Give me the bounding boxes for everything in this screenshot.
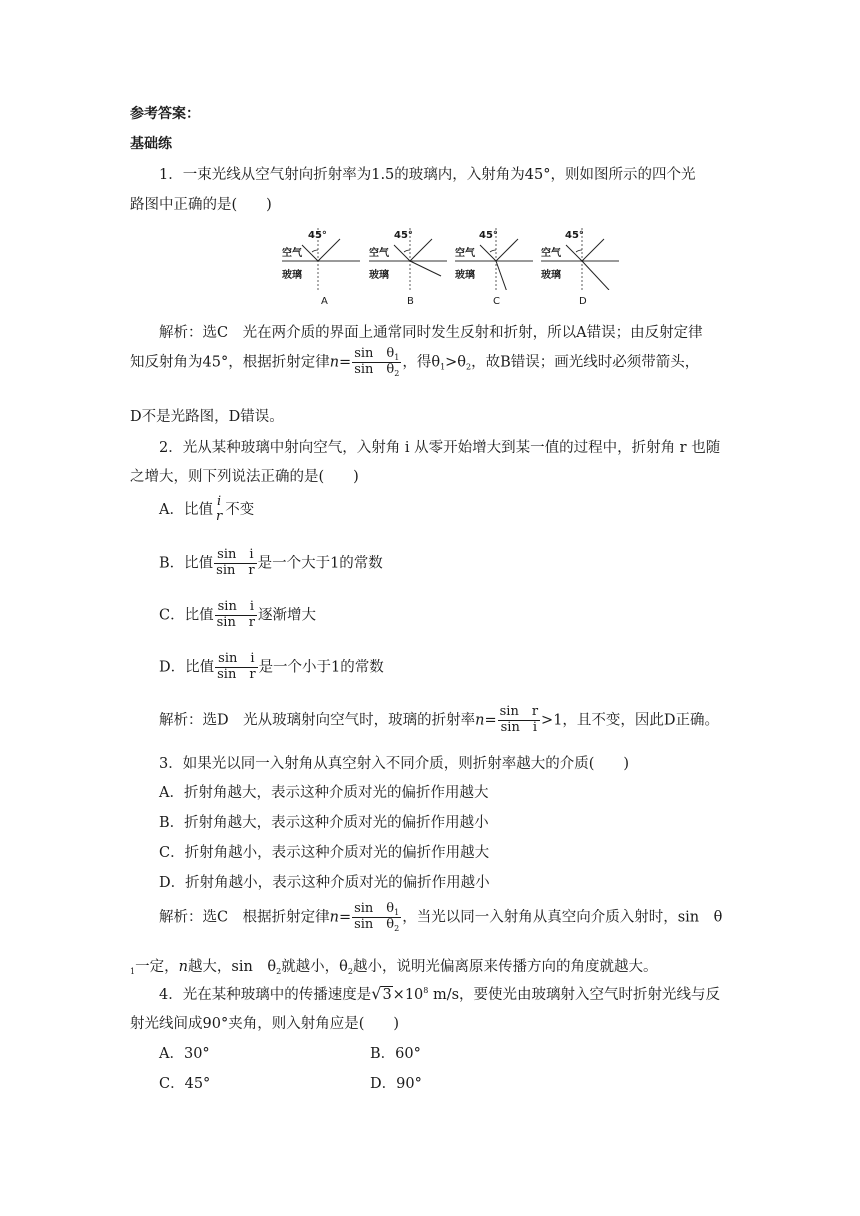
- q4-option-b: B．60°: [370, 1046, 421, 1062]
- q2-optb-num: sin i: [214, 548, 256, 564]
- q3-sol-eq: =: [338, 909, 352, 926]
- diagram-c-letter: C: [493, 296, 500, 307]
- q2-optd-pre: D．比值: [159, 659, 215, 676]
- q4-option-a: A．30°: [159, 1046, 210, 1062]
- diagram-a: [282, 228, 362, 308]
- q2-option-a: [159, 495, 254, 525]
- q3-sol2-b: 越大，sin θ: [187, 959, 277, 975]
- q1-frac-den-sub: 2: [394, 369, 400, 379]
- q4-stem-line1: 4．光在某种玻璃中的传播速度是$√3\times 10^8$ m/s，要使光由玻璃射入空气时折射光线与反: [159, 984, 721, 1003]
- q3-option-b: B．折射角越大，表示这种介质对光的偏折作用越小: [159, 815, 489, 831]
- diagram-a-air: 空气: [282, 248, 302, 259]
- q2-solution: [159, 705, 719, 736]
- q1-sol-n: n: [329, 354, 340, 371]
- q4-stem-pre: 4．光在某种玻璃中的传播速度是: [159, 987, 372, 1003]
- q2-sol-eq: =: [484, 712, 497, 729]
- q3-sol2-sub: 1: [130, 967, 136, 976]
- q1-sol-text-d: ，故B错误；画光线时必须带箭头，: [471, 354, 700, 371]
- q1-solution-line1: 解析：选C 光在两介质的界面上通常同时发生反射和折射，所以A错误；由反射定律: [159, 325, 703, 341]
- q3-sol-post: ，当光以同一入射角从真空向介质入射时，sin θ: [402, 909, 723, 926]
- q2-opta-den: r: [215, 508, 223, 524]
- q2-optc-pre: C．比值: [159, 607, 214, 624]
- q1-sol-text-a: 知反射角为45°，根据折射定律: [130, 354, 330, 371]
- diagram-b: [369, 228, 449, 308]
- q2-opta-pre: A．比值: [159, 501, 213, 518]
- q2-sol-den: sin i: [500, 719, 538, 735]
- q3-stem: 3．如果光以同一入射角从真空射入不同介质，则折射率越大的介质( ): [159, 756, 630, 772]
- q3-sol2-sub2a: 2: [276, 967, 282, 976]
- q3-sol2-n: n: [178, 959, 188, 975]
- diagram-a-angle: 45°: [308, 230, 327, 241]
- diagram-d-letter: D: [579, 296, 587, 307]
- q4-stem-root: 3: [382, 987, 392, 1003]
- q2-optc-num: sin i: [215, 600, 257, 616]
- q2-sol-post: >1，且不变，因此D正确。: [541, 712, 720, 729]
- diagram-b-air: 空气: [369, 248, 389, 259]
- diagram-a-letter: A: [321, 296, 328, 307]
- q1-solution-line3: D不是光路图，D错误。: [130, 409, 284, 425]
- q2-option-d: [159, 652, 384, 683]
- diagram-c-air: 空气: [455, 248, 475, 259]
- q3-option-a: A．折射角越大，表示这种介质对光的偏折作用越大: [159, 785, 489, 801]
- q3-option-d: D．折射角越小，表示这种介质对光的偏折作用越小: [159, 875, 490, 891]
- q3-solution-line1: [159, 902, 722, 933]
- q4-stem-mid: ×10: [392, 987, 424, 1003]
- q1-sol-sub1: 1: [440, 362, 446, 372]
- q4-option-d: D．90°: [370, 1076, 422, 1092]
- diagram-c-angle: 45°: [479, 230, 498, 241]
- q2-optd-den: sin r: [217, 666, 256, 682]
- q2-optb-post: 是一个大于1的常数: [257, 555, 383, 572]
- diagram-c-glass: 玻璃: [455, 270, 475, 281]
- q4-stem-line2: 射光线间成90°夹角，则入射角应是( ): [130, 1016, 400, 1032]
- answer-heading: 参考答案：: [130, 106, 200, 122]
- q1-frac-den: sin θ: [354, 362, 395, 378]
- diagram-d-glass: 玻璃: [541, 270, 561, 281]
- q4-stem-post: m/s，要使光由玻璃射入空气时折射光线与反: [428, 987, 721, 1003]
- q1-stem-line1: 1．一束光线从空气射向折射率为1.5的玻璃内，入射角为45°，则如图所示的四个光: [159, 167, 696, 183]
- q2-sol-num: sin r: [499, 704, 539, 719]
- q3-sol-pre: 解析：选C 根据折射定律: [159, 909, 330, 926]
- diagram-b-angle: 45°: [394, 230, 413, 241]
- q3-frac-den-sub: 2: [394, 924, 400, 934]
- q3-solution-line2: [130, 955, 658, 976]
- q1-solution-line2: [130, 347, 699, 378]
- q1-frac-num: sin θ: [354, 346, 395, 361]
- q3-frac-den: sin θ: [354, 917, 395, 933]
- diagram-a-glass: 玻璃: [282, 270, 302, 281]
- q2-sol-pre: 解析：选D 光从玻璃射向空气时，玻璃的折射率: [159, 712, 476, 729]
- q2-optd-num: sin i: [215, 652, 257, 668]
- q2-sol-n: n: [475, 712, 485, 729]
- q2-opta-num: i: [217, 494, 222, 509]
- q1-sol-text-c: >θ: [445, 354, 467, 371]
- q3-sol2-a: 一定，: [135, 959, 179, 975]
- diagram-d-angle: 45°: [565, 230, 584, 241]
- q2-optc-den: sin r: [216, 614, 256, 630]
- q4-stem-exp: 8: [423, 986, 429, 995]
- q2-stem-line1: 2．光从某种玻璃中射向空气，入射角 i 从零开始增大到某一值的过程中，折射角 r 也随: [159, 440, 721, 456]
- q3-sol2-c: 就越小，θ: [281, 959, 348, 975]
- q3-frac-num-sub: 1: [394, 908, 400, 917]
- q1-sol-sub2: 2: [466, 362, 472, 372]
- q1-sol-eq: =: [339, 354, 352, 371]
- q2-option-c: [159, 600, 316, 631]
- q2-optb-pre: B．比值: [159, 555, 214, 572]
- q2-optb-den: sin r: [216, 562, 255, 578]
- section-heading: 基础练: [130, 136, 172, 152]
- diagram-b-glass: 玻璃: [369, 270, 389, 281]
- q1-snell-fraction: [352, 347, 401, 378]
- diagram-b-letter: B: [407, 296, 414, 307]
- q2-stem-line2: 之增大，则下列说法正确的是( ): [130, 469, 359, 485]
- q3-sol2-d: 越小，说明光偏离原来传播方向的角度就越大。: [353, 959, 658, 975]
- q3-sol-n: n: [329, 909, 339, 926]
- q2-optd-post: 是一个小于1的常数: [258, 659, 384, 676]
- diagram-c: [455, 228, 535, 308]
- q2-optc-post: 逐渐增大: [258, 607, 317, 624]
- q2-opta-post: 不变: [225, 501, 255, 518]
- q3-frac-num: sin θ: [354, 901, 395, 916]
- q1-sol-text-b: ，得θ: [402, 354, 441, 371]
- diagram-d: [541, 228, 621, 308]
- q3-option-c: C．折射角越小，表示这种介质对光的偏折作用越大: [159, 845, 490, 861]
- diagram-d-air: 空气: [541, 248, 561, 259]
- q2-option-b: [159, 548, 383, 579]
- q3-sol2-sub2b: 2: [347, 967, 354, 976]
- q4-option-c: C．45°: [159, 1076, 211, 1092]
- q1-frac-num-sub: 1: [394, 353, 400, 362]
- q1-stem-line2: 路图中正确的是( ): [130, 197, 272, 213]
